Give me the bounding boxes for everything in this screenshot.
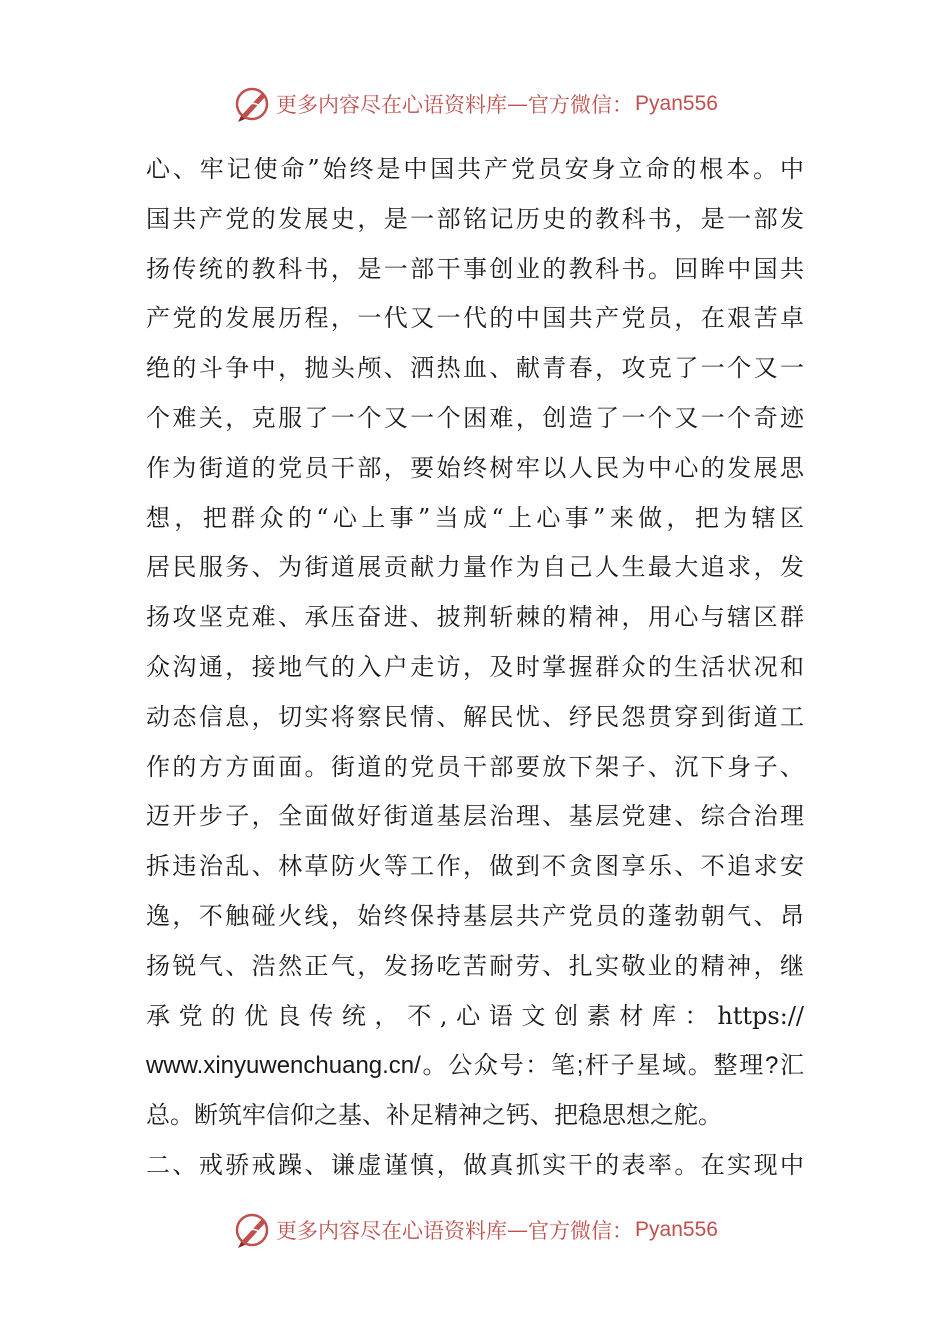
- header-dash: —: [507, 92, 529, 116]
- body-line: 逸，不触碰火线，始终保持基层共产党员的蓬勃朝气、昂: [146, 901, 804, 930]
- body-line: 绝的斗争中，抛头颅、洒热血、献青春，攻克了一个又一: [146, 354, 804, 383]
- body-line: 作为街道的党员干部，要始终树牢以人民为中心的发展思: [146, 453, 804, 482]
- body-line: 想，把群众的“心上事”当成“上心事”来做，把为辖区: [146, 503, 804, 532]
- pen-circle-logo-icon: [232, 83, 274, 125]
- footer-banner: [0, 1208, 950, 1252]
- header-text-main: 更多内容尽在心语资料库: [276, 93, 508, 117]
- body-line: 心、牢记使命”始终是中国共产党员安身立命的根本。中: [146, 155, 804, 183]
- document-body: [146, 145, 804, 1191]
- body-line: 产党的发展历程，一代又一代的中国共产党员，在艰苦卓: [146, 304, 804, 333]
- body-line: 二、戒骄戒躁、谦虚谨慎，做真抓实干的表率。在实现中: [146, 1150, 804, 1179]
- body-line: 扬攻坚克难、承压奋进、披荆斩棘的精神，用心与辖区群: [146, 603, 804, 632]
- header-banner: [0, 82, 950, 126]
- body-line: 动态信息，切实将察民情、解民忧、纾民怨贯穿到街道工: [146, 702, 804, 731]
- body-line: 拆违治乱、林草防火等工作，做到不贪图享乐、不追求安: [146, 852, 804, 881]
- body-line: 总。断筑牢信仰之基、补足精神之钙、把稳思想之舵。: [146, 1101, 722, 1130]
- body-line: 承党的优良传统，不,心语文创素材库：https://: [146, 1001, 804, 1030]
- body-line: 居民服务、为街道展贡献力量作为自己人生最大追求，发: [146, 553, 804, 582]
- body-line: 迈开步子，全面做好街道基层治理、基层党建、综合治理: [146, 802, 804, 831]
- body-line: 国共产党的发展史，是一部铭记历史的教科书，是一部发: [146, 204, 804, 233]
- footer-text-sub: 官方微信：: [528, 1219, 634, 1243]
- body-line: 扬传统的教科书，是一部干事创业的教科书。回眸中国共: [146, 254, 804, 283]
- footer-text-main: 更多内容尽在心语资料库: [276, 1219, 508, 1243]
- body-line: 扬锐气、浩然正气，发扬吃苦耐劳、扎实敬业的精神，继: [146, 951, 804, 980]
- header-text-sub: 官方微信：: [528, 93, 634, 117]
- body-line-url: www.xinyuwenchuang.cn/。公众号：笔;杆子星域。整理?汇: [146, 1052, 804, 1080]
- body-line: 作的方方面面。街道的党员干部要放下架子、沉下身子、: [146, 752, 804, 781]
- body-line: 个难关，克服了一个又一个困难，创造了一个又一个奇迹: [146, 403, 804, 432]
- header-wechat-id: Pyan556: [635, 92, 718, 115]
- pen-circle-logo-icon: [232, 1209, 274, 1251]
- footer-wechat-id: Pyan556: [635, 1218, 718, 1241]
- footer-dash: —: [507, 1218, 529, 1242]
- body-line: 众沟通，接地气的入户走访，及时掌握群众的生活状况和: [146, 652, 804, 681]
